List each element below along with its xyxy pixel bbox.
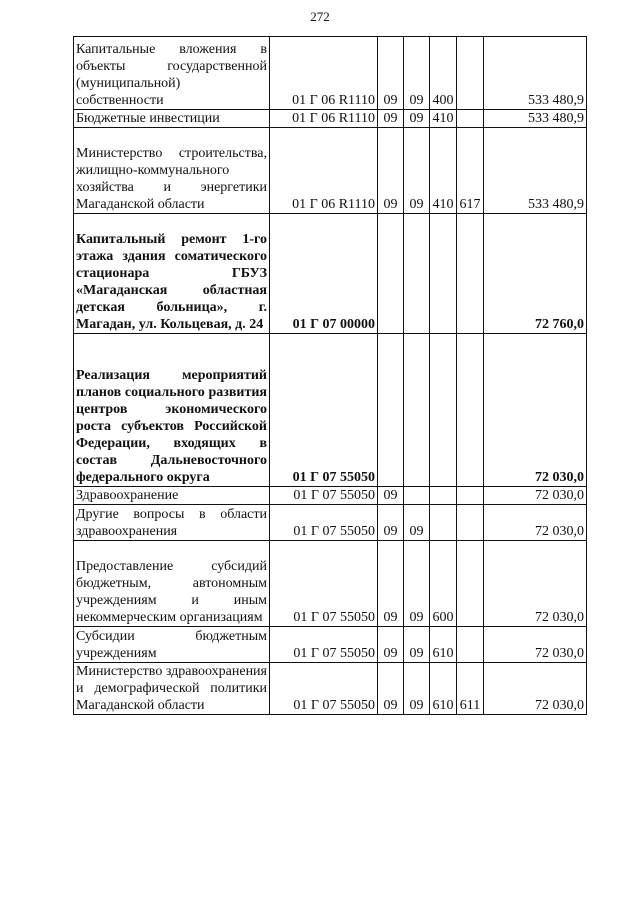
section-cell: 09 [378,541,404,627]
administrator-code-cell [457,214,484,334]
table-row [74,663,587,715]
amount-cell: 533 480,9 [484,128,587,214]
target-article-cell: 01 Г 07 55050 [270,505,378,541]
target-article-cell: 01 Г 06 R1110 [270,110,378,128]
subsection-cell: 09 [404,541,430,627]
subsection-cell: 09 [404,505,430,541]
target-article-cell: 01 Г 07 55050 [270,663,378,715]
row-name-cell: Предоставление субсидий бюджетным, автономным учреждениям и иным некоммерческим организациям [74,541,270,627]
table-row [74,627,587,663]
table-row [74,214,587,334]
budget-table-body [74,37,587,715]
expense-type-cell: 400 [430,37,457,110]
amount-cell: 72 030,0 [484,505,587,541]
amount-cell: 72 760,0 [484,214,587,334]
row-name-cell: Министерство здравоохранения и демографической политики Магаданской области [74,663,270,715]
section-cell [378,334,404,487]
budget-table [73,36,587,715]
expense-type-cell [430,487,457,505]
amount-cell: 72 030,0 [484,627,587,663]
subsection-cell: 09 [404,128,430,214]
amount-cell: 533 480,9 [484,110,587,128]
target-article-cell: 01 Г 07 55050 [270,334,378,487]
table-row [74,505,587,541]
administrator-code-cell [457,334,484,487]
row-name-cell: Министерство строительства, жилищно-коммунального хозяйства и энергетики Магаданской области [74,128,270,214]
target-article-cell: 01 Г 07 00000 [270,214,378,334]
section-cell: 09 [378,128,404,214]
target-article-cell: 01 Г 06 R1110 [270,37,378,110]
section-cell [378,214,404,334]
row-name-cell: Реализация мероприятий планов социального развития центров экономического роста субъектов Российской Федерации, входящих в состав Дальневосточного федерального округа [74,334,270,487]
administrator-code-cell: 611 [457,663,484,715]
administrator-code-cell: 617 [457,128,484,214]
expense-type-cell: 600 [430,541,457,627]
section-cell: 09 [378,110,404,128]
administrator-code-cell [457,627,484,663]
subsection-cell: 09 [404,663,430,715]
target-article-cell: 01 Г 07 55050 [270,487,378,505]
table-row [74,334,587,487]
expense-type-cell [430,505,457,541]
administrator-code-cell [457,487,484,505]
amount-cell: 533 480,9 [484,37,587,110]
row-name-cell: Здравоохранение [74,487,270,505]
row-name-cell: Другие вопросы в области здравоохранения [74,505,270,541]
amount-cell: 72 030,0 [484,663,587,715]
subsection-cell [404,214,430,334]
row-name-cell: Капитальные вложения в объекты государственной (муниципальной) собственности [74,37,270,110]
target-article-cell: 01 Г 07 55050 [270,627,378,663]
row-name-cell: Субсидии бюджетным учреждениям [74,627,270,663]
row-name-cell: Бюджетные инвестиции [74,110,270,128]
table-row [74,37,587,110]
expense-type-cell: 410 [430,128,457,214]
table-row [74,128,587,214]
expense-type-cell [430,214,457,334]
amount-cell: 72 030,0 [484,487,587,505]
table-row [74,541,587,627]
target-article-cell: 01 Г 07 55050 [270,541,378,627]
page-number: 272 [310,9,330,24]
subsection-cell [404,487,430,505]
subsection-cell: 09 [404,110,430,128]
section-cell: 09 [378,37,404,110]
administrator-code-cell [457,37,484,110]
administrator-code-cell [457,505,484,541]
amount-cell: 72 030,0 [484,541,587,627]
table-row [74,110,587,128]
target-article-cell: 01 Г 06 R1110 [270,128,378,214]
administrator-code-cell [457,541,484,627]
expense-type-cell: 410 [430,110,457,128]
expense-type-cell: 610 [430,627,457,663]
subsection-cell: 09 [404,37,430,110]
row-name-cell: Капитальный ремонт 1-го этажа здания соматического стационара ГБУЗ «Магаданская областная детская больница», г. Магадан, ул. Кольцевая, д. 24 [74,214,270,334]
subsection-cell [404,334,430,487]
amount-cell: 72 030,0 [484,334,587,487]
section-cell: 09 [378,505,404,541]
expense-type-cell: 610 [430,663,457,715]
expense-type-cell [430,334,457,487]
section-cell: 09 [378,487,404,505]
section-cell: 09 [378,627,404,663]
table-row [74,487,587,505]
subsection-cell: 09 [404,627,430,663]
administrator-code-cell [457,110,484,128]
section-cell: 09 [378,663,404,715]
